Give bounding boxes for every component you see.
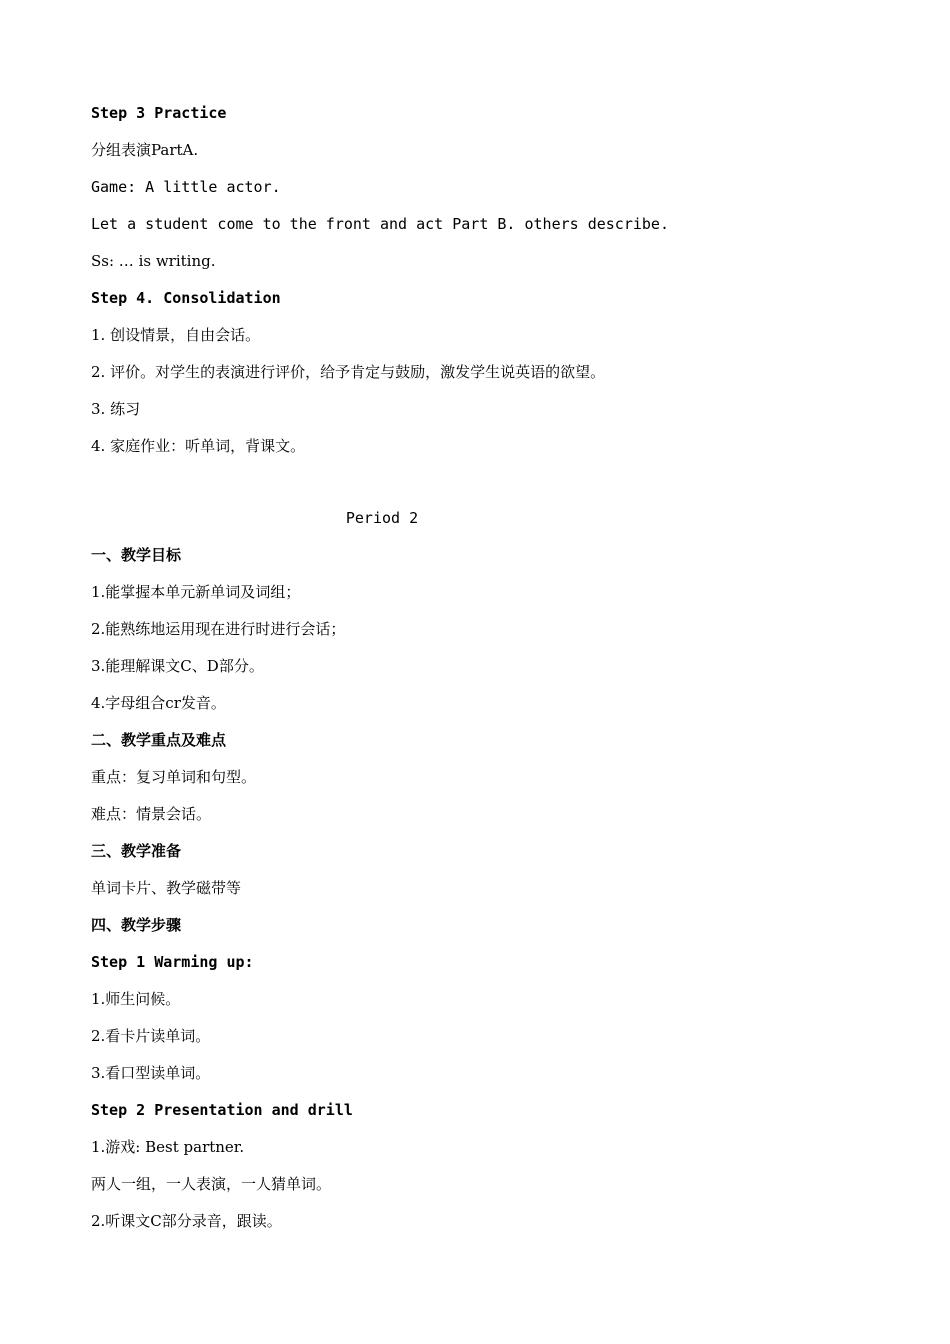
paragraph: 难点：情景会话。 <box>91 805 212 823</box>
section-heading: 四、教学步骤 <box>91 916 182 934</box>
list-item: 1. 创设情景，自由会话。 <box>91 326 261 344</box>
list-item: 2.看卡片读单词。 <box>91 1027 211 1045</box>
list-item: 3.看口型读单词。 <box>91 1064 211 1082</box>
paragraph: 两人一组，一人表演，一人猜单词。 <box>91 1175 332 1193</box>
list-item: 2. 评价。对学生的表演进行评价，给予肯定与鼓励，激发学生说英语的欲望。 <box>91 363 606 381</box>
list-item: 4. 家庭作业：听单词，背课文。 <box>91 437 306 455</box>
period-title: Period 2 <box>345 509 419 527</box>
paragraph: Let a student come to the front and act Part B. others describe. <box>91 215 669 233</box>
step4-heading: Step 4. Consolidation <box>91 289 281 307</box>
list-item: 3. 练习 <box>91 400 141 418</box>
step3-heading: Step 3 Practice <box>91 104 227 122</box>
step1-heading: Step 1 Warming up: <box>91 953 254 971</box>
section-heading: 三、教学准备 <box>91 842 182 860</box>
paragraph: 分组表演PartA. <box>91 141 199 159</box>
paragraph: Ss: … is writing. <box>91 252 216 270</box>
list-item: 2.能熟练地运用现在进行时进行会话； <box>91 620 346 638</box>
list-item: 2.听课文C部分录音，跟读。 <box>91 1212 282 1230</box>
list-item: 1.师生问候。 <box>91 990 181 1008</box>
step2-heading: Step 2 Presentation and drill <box>91 1101 353 1119</box>
section-heading: 二、教学重点及难点 <box>91 731 227 749</box>
list-item: 1.能掌握本单元新单词及词组； <box>91 583 301 601</box>
list-item: 4.字母组合cr发音。 <box>91 694 226 712</box>
paragraph: 单词卡片、教学磁带等 <box>91 879 242 897</box>
list-item: 3.能理解课文C、D部分。 <box>91 657 264 675</box>
list-item: 1.游戏: Best partner. <box>91 1138 245 1156</box>
paragraph: Game: A little actor. <box>91 178 281 196</box>
section-heading: 一、教学目标 <box>91 546 182 564</box>
paragraph: 重点：复习单词和句型。 <box>91 768 257 786</box>
